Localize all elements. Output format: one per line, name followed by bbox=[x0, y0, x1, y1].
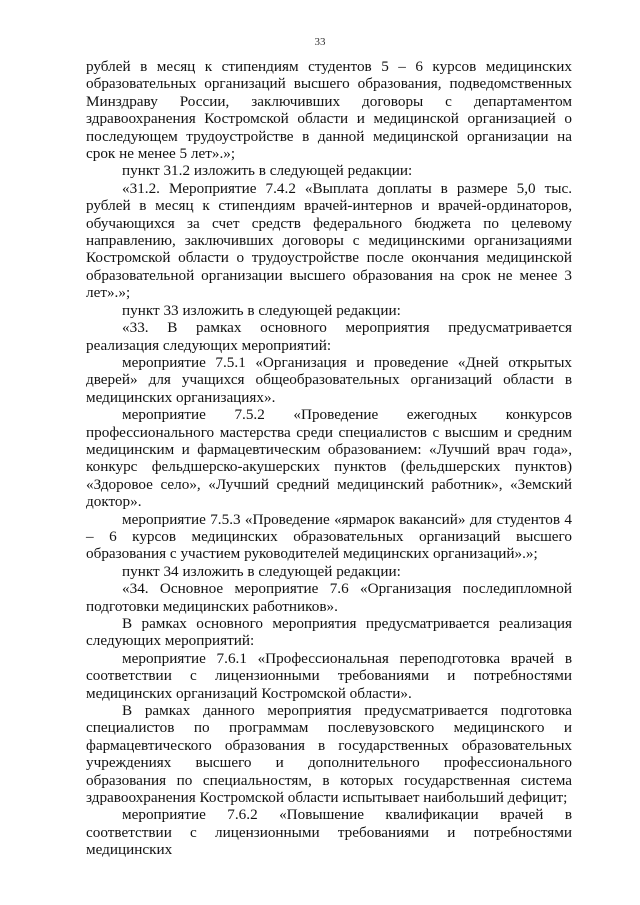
paragraph: мероприятие 7.6.2 «Повышение квалификации врачей в соответствии с лицензионными требованиями и потребностями медицинских bbox=[86, 806, 572, 859]
paragraph: «34. Основное мероприятие 7.6 «Организация последипломной подготовки медицинских работников». bbox=[86, 580, 572, 615]
document-body bbox=[86, 58, 572, 859]
paragraph: В рамках данного мероприятия предусматривается подготовка специалистов по программам послевузовского медицинского и фармацевтического образования в государственных образовательных учреждениях высшего и дополнительного профессионального образования по специальностям, в которых государственная система здравоохранения Костромской области испытывает наибольший дефицит; bbox=[86, 702, 572, 807]
paragraph: рублей в месяц к стипендиям студентов 5 – 6 курсов медицинских образовательных организаций высшего образования, подведомственных Минздраву России, заключивших договоры с департаментом здравоохранения Костромской области и медицинской организацией о последующем трудоустройстве в данной медицинской организации на срок не менее 5 лет».»; bbox=[86, 58, 572, 163]
paragraph: пункт 34 изложить в следующей редакции: bbox=[122, 562, 401, 580]
paragraph: мероприятие 7.5.1 «Организация и проведение «Дней открытых дверей» для учащихся общеобразовательных организаций области в медицинских организациях». bbox=[86, 353, 572, 406]
paragraph: В рамках основного мероприятия предусматривается реализация следующих мероприятий: bbox=[86, 615, 572, 650]
paragraph: мероприятие 7.5.2 «Проведение ежегодных конкурсов профессионального мастерства среди специалистов с высшим и средним медицинским и фармацевтическим образованием: «Лучший врач года», конкурс фельдшерско-акушерских пунктов (фельдшерских пунктов) «Здоровое село», «Лучший средний медицинский работник», «Земский доктор». bbox=[86, 406, 572, 511]
paragraph: пункт 31.2 изложить в следующей редакции: bbox=[122, 162, 413, 180]
paragraph: пункт 33 изложить в следующей редакции: bbox=[122, 301, 401, 319]
page-number: 33 bbox=[314, 36, 326, 48]
paragraph: мероприятие 7.6.1 «Профессиональная переподготовка врачей в соответствии с лицензионными требованиями и потребностями медицинских организаций Костромской области». bbox=[86, 649, 572, 702]
paragraph: «33. В рамках основного мероприятия предусматривается реализация следующих мероприятий: bbox=[86, 319, 572, 354]
paragraph: «31.2. Мероприятие 7.4.2 «Выплата доплаты в размере 5,0 тыс. рублей в месяц к стипендиям врачей-интернов и врачей-ординаторов, обучающихся за счет средств федерального бюджета по целевому направлению, заключивших договоры с медицинскими организациями Костромской области о трудоустройстве после окончания медицинской образовательной организации высшего образования на срок не менее 3 лет».»; bbox=[86, 179, 572, 302]
paragraph: мероприятие 7.5.3 «Проведение «ярмарок вакансий» для студентов 4 – 6 курсов медицинских образовательных организаций высшего образования с участием руководителей медицинских организаций».»; bbox=[86, 510, 572, 563]
